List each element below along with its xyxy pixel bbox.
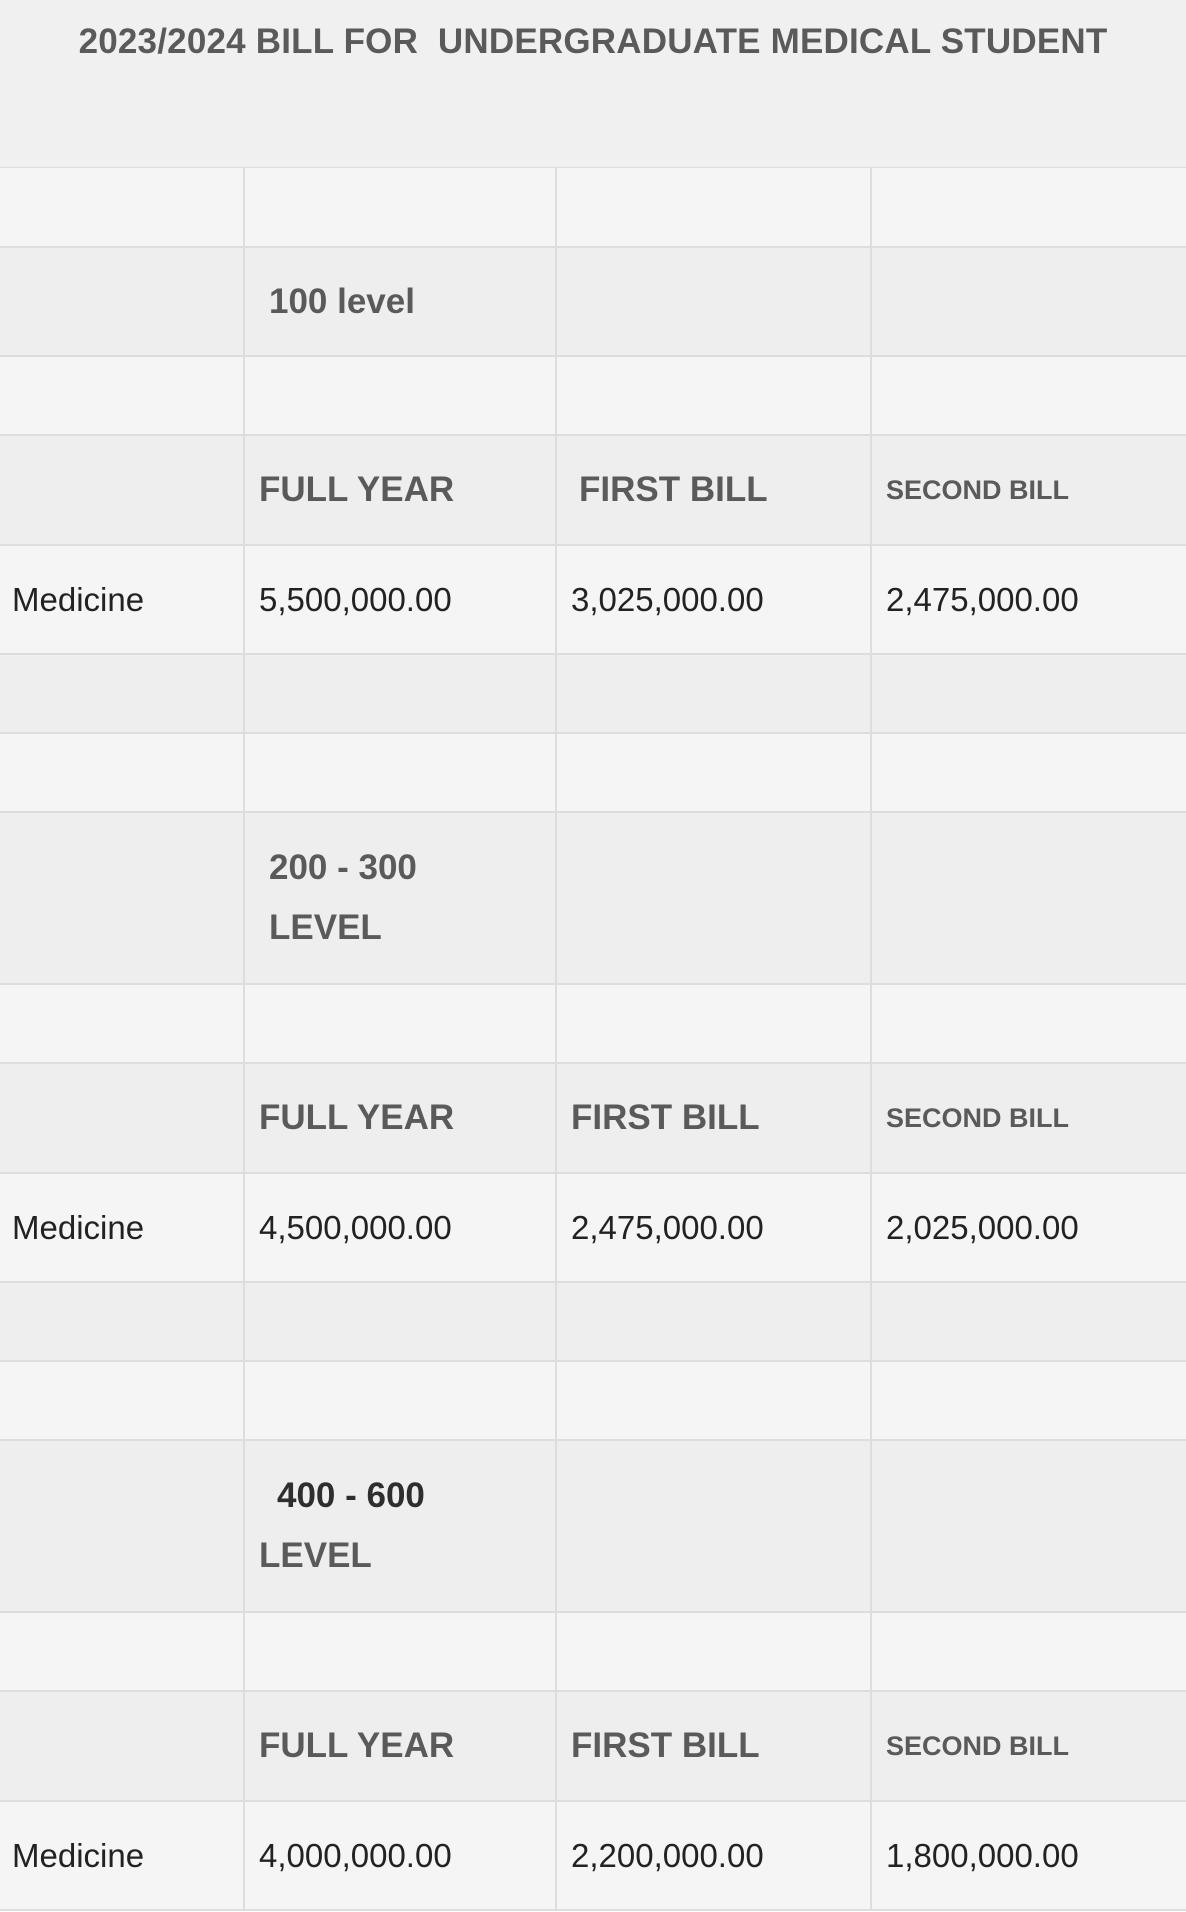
- first-bill-header: FIRST BILL: [571, 1098, 760, 1137]
- level-label: 200 - 300: [269, 848, 417, 887]
- first-bill-amount: 3,025,000.00: [571, 580, 764, 618]
- table-row: [0, 545, 1186, 654]
- program-name: Medicine: [12, 1208, 145, 1246]
- level-label: 100 level: [269, 281, 415, 321]
- level-label: 400 - 600: [277, 1476, 425, 1515]
- first-bill-amount: 2,200,000.00: [571, 1836, 764, 1874]
- second-bill-header: SECOND BILL: [886, 1102, 1070, 1133]
- full-year-amount: 4,500,000.00: [259, 1208, 452, 1246]
- spacer-row: [0, 984, 1186, 1063]
- first-bill-header: FIRST BILL: [571, 1726, 760, 1765]
- header-row: [0, 1691, 1186, 1801]
- program-name: Medicine: [12, 1836, 145, 1874]
- full-year-header: FULL YEAR: [259, 1098, 455, 1137]
- first-bill-header: FIRST BILL: [579, 470, 768, 509]
- header-row: [0, 1063, 1186, 1173]
- second-bill-amount: 1,800,000.00: [886, 1836, 1079, 1874]
- level-row: [0, 247, 1186, 356]
- spacer-row: [0, 1361, 1186, 1440]
- level-row: [0, 812, 1186, 984]
- table-row: [0, 1173, 1186, 1282]
- second-bill-header: SECOND BILL: [886, 1730, 1070, 1761]
- title-bar: [0, 0, 1186, 168]
- level-row: [0, 1440, 1186, 1612]
- spacer-row: [0, 733, 1186, 812]
- full-year-header: FULL YEAR: [259, 1726, 455, 1765]
- full-year-header: FULL YEAR: [259, 470, 455, 509]
- spacer-row: [0, 168, 1186, 247]
- bill-table: [0, 168, 1186, 1911]
- second-bill-amount: 2,025,000.00: [886, 1208, 1079, 1246]
- table-row: [0, 1801, 1186, 1910]
- page-title: 2023/2024 BILL FOR UNDERGRADUATE MEDICAL STUDENT: [78, 22, 1108, 61]
- header-row: [0, 435, 1186, 545]
- full-year-amount: 5,500,000.00: [259, 580, 452, 618]
- spacer-row: [0, 654, 1186, 733]
- level-label-suffix: LEVEL: [259, 1536, 372, 1575]
- program-name: Medicine: [12, 580, 145, 618]
- spacer-row: [0, 356, 1186, 435]
- first-bill-amount: 2,475,000.00: [571, 1208, 764, 1246]
- spacer-row: [0, 1282, 1186, 1361]
- second-bill-header: SECOND BILL: [886, 474, 1070, 505]
- spacer-row: [0, 1612, 1186, 1691]
- full-year-amount: 4,000,000.00: [259, 1836, 452, 1874]
- level-label-suffix: LEVEL: [269, 908, 382, 947]
- second-bill-amount: 2,475,000.00: [886, 580, 1079, 618]
